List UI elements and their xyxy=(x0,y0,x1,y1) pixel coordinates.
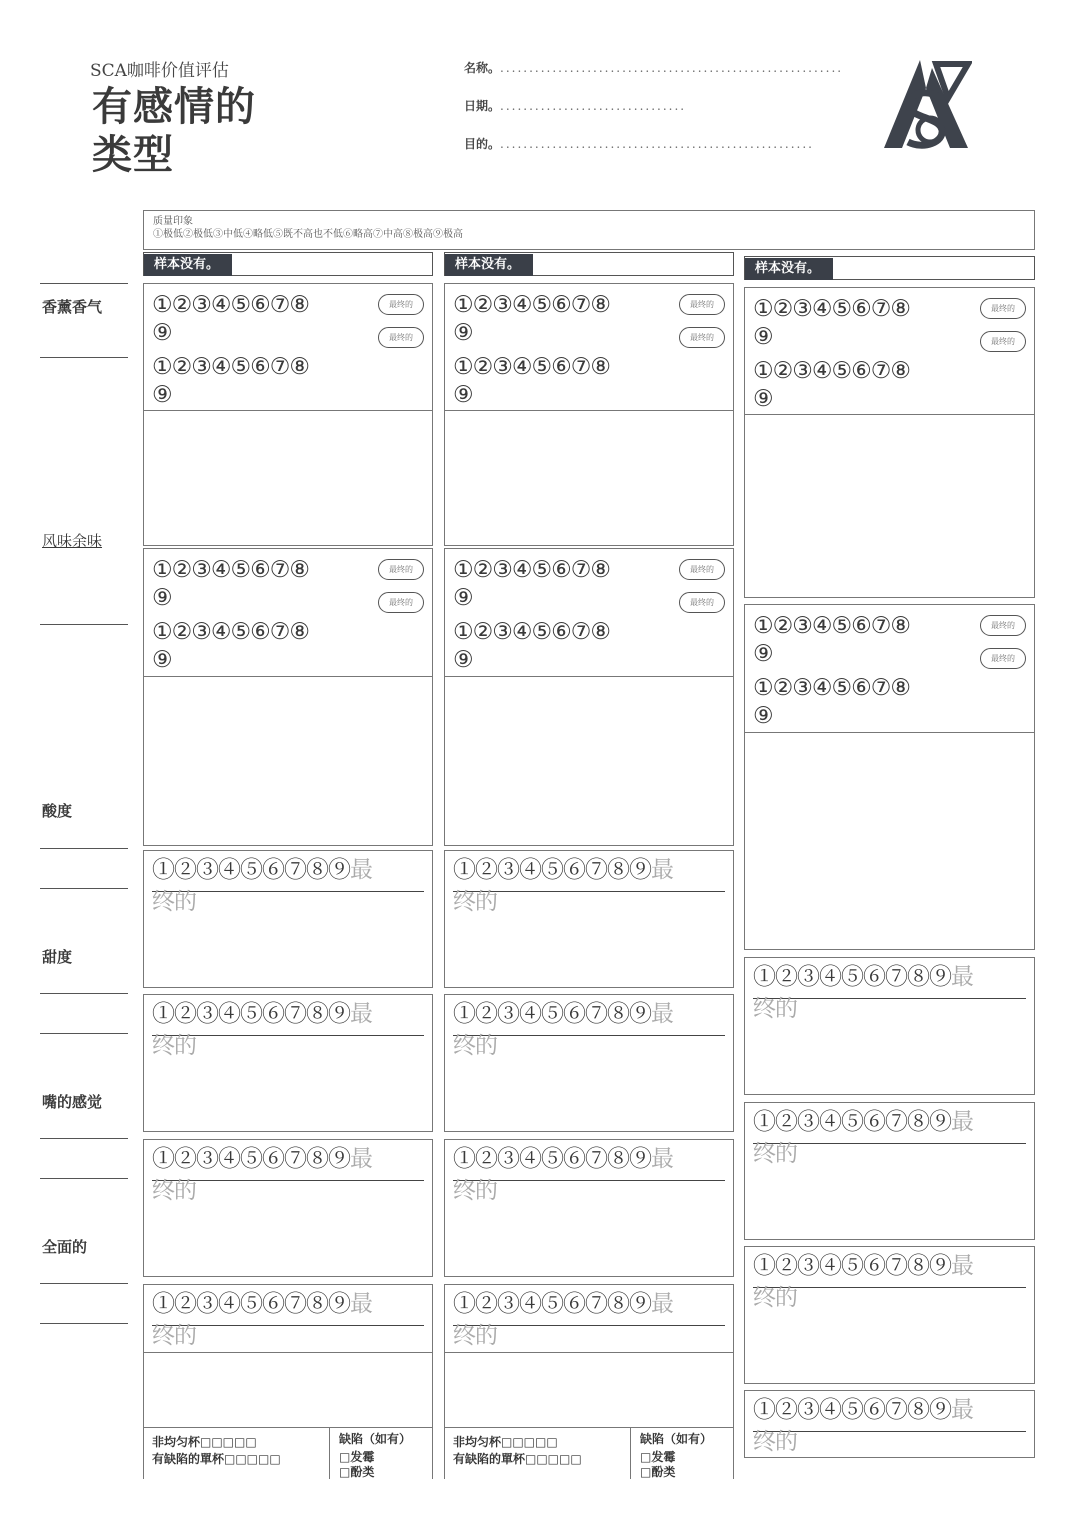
defects-title: 缺陷（如有） xyxy=(339,1432,412,1446)
final-button[interactable]: 最终的 xyxy=(378,559,424,580)
overall-score-box[interactable]: ①②③④⑤⑥⑦⑧⑨最 终的 xyxy=(444,1284,734,1353)
sca-logo-icon xyxy=(880,58,972,153)
acidity-score-box[interactable]: ①②③④⑤⑥⑦⑧⑨最 终的 xyxy=(444,850,734,988)
mouthfeel-score-box[interactable]: ①②③④⑤⑥⑦⑧⑨最 终的 xyxy=(143,1139,433,1277)
final-button[interactable]: 最终的 xyxy=(378,592,424,613)
aroma-score-box[interactable]: ①②③④⑤⑥⑦⑧ ⑨ ①②③④⑤⑥⑦⑧ ⑨ 最终的 最终的 xyxy=(444,283,734,411)
acidity-score-box[interactable]: ①②③④⑤⑥⑦⑧⑨最 终的 xyxy=(143,850,433,988)
category-aroma: 香薰香气 xyxy=(42,298,103,316)
category-mouthfeel: 嘴的感觉 xyxy=(42,1093,103,1111)
final-button[interactable]: 最终的 xyxy=(679,559,725,580)
divider xyxy=(40,1323,128,1324)
cup-footer xyxy=(444,1427,734,1479)
overall-score-box[interactable]: ①②③④⑤⑥⑦⑧⑨最 终的 xyxy=(143,1284,433,1353)
notes-box[interactable] xyxy=(744,732,1035,950)
legend-scale: ①极低②极低③中低④略低⑤既不高也不低⑥略高⑦中高⑧极高⑨极高 xyxy=(153,229,463,240)
aroma-score-box[interactable]: ①②③④⑤⑥⑦⑧ ⑨ ①②③④⑤⑥⑦⑧ ⑨ 最终的 最终的 xyxy=(744,287,1035,415)
cup-footer xyxy=(143,1427,433,1479)
final-button[interactable]: 最终的 xyxy=(679,327,725,348)
sweetness-score-box[interactable]: ①②③④⑤⑥⑦⑧⑨最 终的 xyxy=(143,994,433,1132)
category-sweetness: 甜度 xyxy=(42,948,73,966)
sweetness-score-box[interactable]: ①②③④⑤⑥⑦⑧⑨最 终的 xyxy=(444,994,734,1132)
notes-box[interactable] xyxy=(444,1352,734,1428)
flavor-score-box[interactable]: ①②③④⑤⑥⑦⑧ ⑨ ①②③④⑤⑥⑦⑧ ⑨ 最终的 最终的 xyxy=(143,548,433,677)
defect-phenol[interactable]: □酚类 xyxy=(640,1465,676,1479)
category-acidity: 酸度 xyxy=(42,802,73,820)
uniform-cups[interactable]: 非均匀杯□□□□□ xyxy=(152,1435,257,1449)
defective-cups[interactable]: 有缺陷的單杯□□□□□ xyxy=(453,1452,582,1466)
mouthfeel-score-box[interactable]: ①②③④⑤⑥⑦⑧⑨最 终的 xyxy=(444,1139,734,1277)
acidity-score-box[interactable]: ①②③④⑤⑥⑦⑧⑨最 终的 xyxy=(744,957,1035,1095)
sample-header: 样本没有。 xyxy=(744,256,1035,280)
final-button[interactable]: 最终的 xyxy=(679,294,725,315)
defect-phenol[interactable]: □酚类 xyxy=(339,1465,375,1479)
divider xyxy=(40,624,128,625)
final-button[interactable]: 最终的 xyxy=(679,592,725,613)
quality-legend xyxy=(143,210,1035,250)
divider xyxy=(40,1033,128,1034)
notes-box[interactable] xyxy=(444,676,734,846)
final-button[interactable]: 最终的 xyxy=(378,327,424,348)
flavor-score-box[interactable]: ①②③④⑤⑥⑦⑧ ⑨ ①②③④⑤⑥⑦⑧ ⑨ 最终的 最终的 xyxy=(444,548,734,677)
final-button[interactable]: 最终的 xyxy=(980,648,1026,669)
form-subtitle: SCA咖啡价值评估 xyxy=(90,61,229,81)
final-button[interactable]: 最终的 xyxy=(980,331,1026,352)
divider xyxy=(40,848,128,849)
uniform-cups[interactable]: 非均匀杯□□□□□ xyxy=(453,1435,558,1449)
mouthfeel-score-box[interactable]: ①②③④⑤⑥⑦⑧⑨最 终的 xyxy=(744,1246,1035,1384)
notes-box[interactable] xyxy=(143,410,433,546)
date-field[interactable]: 日期。................................ xyxy=(464,99,687,113)
defects-title: 缺陷（如有） xyxy=(640,1432,713,1446)
notes-box[interactable] xyxy=(744,414,1035,598)
purpose-field[interactable]: 目的。...................................................... xyxy=(464,137,814,151)
form-title-line1: 有感情的 xyxy=(92,83,256,130)
notes-box[interactable] xyxy=(444,410,734,546)
sample-header: 样本没有。 xyxy=(143,252,433,276)
final-button[interactable]: 最终的 xyxy=(980,298,1026,319)
final-button[interactable]: 最终的 xyxy=(378,294,424,315)
aroma-score-box[interactable]: ①②③④⑤⑥⑦⑧ ⑨ ①②③④⑤⑥⑦⑧ ⑨ 最终的 最终的 xyxy=(143,283,433,411)
category-flavor: 风味余味 xyxy=(42,532,103,550)
sample-header: 样本没有。 xyxy=(444,252,734,276)
final-button[interactable]: 最终的 xyxy=(980,615,1026,636)
divider xyxy=(40,1178,128,1179)
divider xyxy=(40,357,128,358)
defect-mold[interactable]: □发霉 xyxy=(339,1450,375,1464)
name-field[interactable]: 名称。........................................................... xyxy=(464,61,844,75)
divider xyxy=(40,283,128,284)
notes-box[interactable] xyxy=(143,676,433,846)
divider xyxy=(40,1283,128,1284)
sweetness-score-box[interactable]: ①②③④⑤⑥⑦⑧⑨最 终的 xyxy=(744,1102,1035,1240)
divider xyxy=(40,993,128,994)
defect-mold[interactable]: □发霉 xyxy=(640,1450,676,1464)
category-overall: 全面的 xyxy=(42,1238,88,1256)
overall-score-box[interactable]: ①②③④⑤⑥⑦⑧⑨最 终的 xyxy=(744,1390,1035,1458)
notes-box[interactable] xyxy=(143,1352,433,1428)
form-title-line2: 类型 xyxy=(92,131,174,178)
legend-title: 质量印象 xyxy=(153,216,193,227)
flavor-score-box[interactable]: ①②③④⑤⑥⑦⑧ ⑨ ①②③④⑤⑥⑦⑧ ⑨ 最终的 最终的 xyxy=(744,604,1035,733)
divider xyxy=(40,1138,128,1139)
defective-cups[interactable]: 有缺陷的單杯□□□□□ xyxy=(152,1452,281,1466)
divider xyxy=(40,888,128,889)
